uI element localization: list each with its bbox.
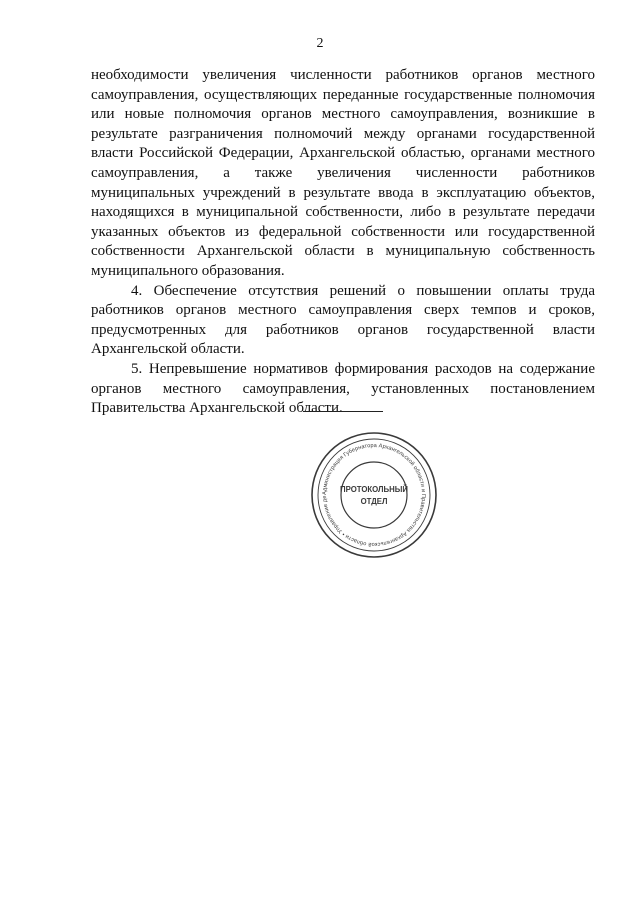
paragraph-item-5: 5. Непревышение нормативов формирования расходов на содержание органов местного самоуправления, установленных постановлением Правительства Архангельской области. — [91, 360, 595, 417]
stamp-outer-ring — [312, 433, 436, 557]
paragraph-item-4: 4. Обеспечение отсутствия решений о повышении оплаты труда работников органов местного самоуправления сверх темпов и сроков, предусмотренных для работников органов государственной власти Архангельской области. — [91, 282, 595, 358]
official-stamp — [308, 429, 440, 561]
stamp-inner-ring — [318, 439, 430, 551]
stamp-ring-text: Администрация Губернатора Архангельской области и Правительства Архангельской области • Управление де — [321, 442, 427, 548]
stamp-center-ring — [341, 462, 407, 528]
stamp-center-text-line2: ОТДЕЛ — [360, 497, 388, 506]
end-divider-line — [303, 411, 383, 412]
page-number: 2 — [316, 36, 324, 51]
paragraph-continuation: необходимости увеличения численности работников органов местного самоуправления, осуществляющих переданные государственные полномочия или новые полномочия органов местного самоуправления, возникшие в результате разграничения полномочий между органами государственной власти Российской Федерации, Архангельской областью, органами местного самоуправления, а также увеличения численности работников муниципальных учреждений в результате ввода в эксплуатацию объектов, находящихся в муниципальной собственности, либо в результате передачи указанных объектов из федеральной собственности или государственной собственности Архангельской области в муниципальную собственность муниципального образования. — [91, 67, 595, 279]
document-body — [91, 66, 595, 419]
stamp-center-text-line1: ПРОТОКОЛЬНЫЙ — [340, 485, 408, 494]
